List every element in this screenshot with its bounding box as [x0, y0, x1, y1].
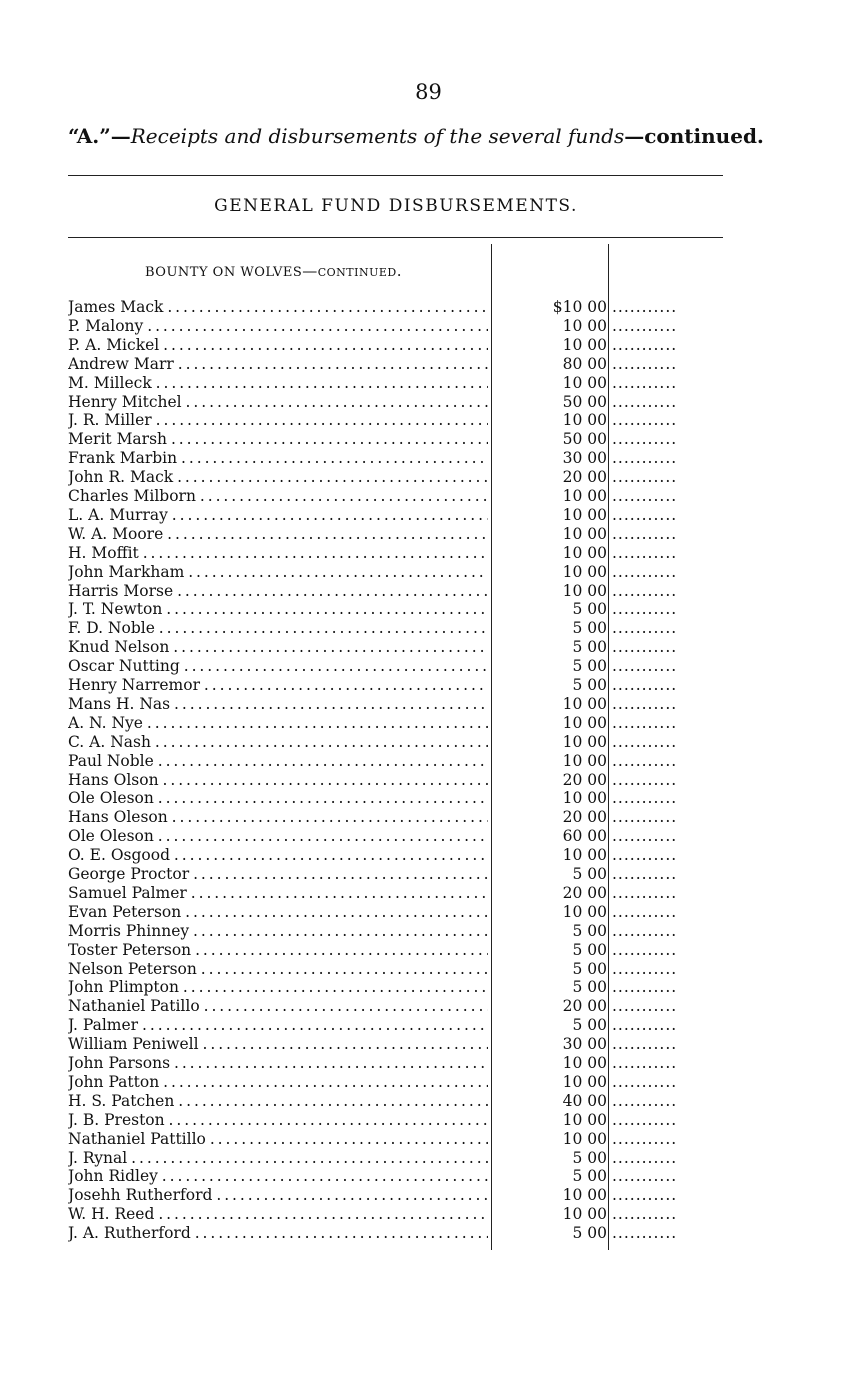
payment-amount: 20 00: [562, 770, 607, 789]
leader-dots: ...........: [612, 808, 678, 827]
payee-name: John Plimpton . . .: [68, 978, 488, 997]
bottom-rule: [68, 237, 723, 238]
payment-amount: 5 00: [572, 940, 607, 959]
payee-name: Nelson Peterson . . .: [68, 960, 488, 979]
leader-dots: ...........: [612, 619, 678, 638]
payee-name: Henry Narremor . . .: [68, 676, 488, 695]
leader-dots: ...........: [612, 1186, 678, 1205]
payment-amount: 30 00: [562, 1035, 607, 1054]
payment-amount: 10 00: [562, 1186, 607, 1205]
payment-amount: 10 00: [562, 751, 607, 770]
payment-amount: 10 00: [562, 1054, 607, 1072]
table-row: [0, 638, 857, 657]
payment-amount: 10 00: [562, 789, 607, 808]
payee-name: John Ridley . . .: [68, 1167, 488, 1186]
table-subheading: [145, 262, 402, 280]
leader-dots: ...........: [612, 883, 678, 902]
leader-dots: ...........: [612, 1129, 678, 1148]
table-row: [0, 317, 857, 336]
leader-dots: ...........: [612, 392, 678, 411]
payee-name: P. A. Mickel . . .: [68, 336, 488, 355]
leader-dots: ...........: [612, 846, 678, 865]
table-row: [0, 544, 857, 563]
payment-amount: 10 00: [562, 335, 607, 354]
leader-dots: ...........: [612, 921, 678, 940]
table-row: [0, 430, 857, 449]
table-row: [0, 884, 857, 903]
leader-dots: ...........: [612, 997, 678, 1016]
leader-dots: ...........: [612, 298, 678, 316]
payment-amount: 20 00: [562, 883, 607, 902]
payment-amount: 5 00: [572, 1167, 607, 1186]
payee-name: James Mack . . .: [68, 298, 488, 317]
payee-name: Henry Mitchel . . .: [68, 393, 488, 412]
leader-dots: ...........: [612, 827, 678, 846]
payee-name: Mans H. Nas . . .: [68, 695, 488, 714]
table-row: [0, 1111, 857, 1130]
leader-dots: ...........: [612, 1054, 678, 1072]
payment-amount: $10 00: [552, 298, 607, 316]
payee-name: John R. Mack . . .: [68, 468, 488, 487]
table-row: [0, 449, 857, 468]
payee-name: Charles Milborn . . .: [68, 487, 488, 506]
payee-name: A. N. Nye . . .: [68, 714, 488, 733]
payment-amount: 10 00: [562, 487, 607, 505]
payee-name: Morris Phinney . . .: [68, 922, 488, 941]
leader-dots: ...........: [612, 978, 678, 997]
leader-dots: ...........: [612, 468, 678, 487]
payee-name: L. A. Murray . . .: [68, 506, 488, 525]
table-row: [0, 960, 857, 979]
payment-amount: 5 00: [572, 676, 607, 694]
leader-dots: ...........: [612, 1167, 678, 1186]
table-row: [0, 997, 857, 1016]
leader-dots: ...........: [612, 411, 678, 430]
leader-dots: ...........: [612, 524, 678, 543]
leader-dots: ...........: [612, 751, 678, 770]
subheading-continued: —continued.: [302, 262, 402, 280]
payment-amount: 10 00: [562, 373, 607, 392]
table-row: [0, 808, 857, 827]
table-row: [0, 733, 857, 752]
leader-dots: ...........: [612, 449, 678, 468]
leader-dots: ...........: [612, 1035, 678, 1054]
payee-name: Harris Morse . . .: [68, 582, 488, 601]
payee-name: P. Malony . . .: [68, 317, 488, 336]
leader-dots: ...........: [612, 638, 678, 657]
table-row: [0, 1073, 857, 1092]
leader-dots: ...........: [612, 1072, 678, 1091]
leader-dots: ...........: [612, 487, 678, 505]
leader-dots: ...........: [612, 770, 678, 789]
table-row: [0, 903, 857, 922]
heading-suffix: —continued.: [624, 124, 764, 148]
payment-amount: 5 00: [572, 959, 607, 978]
payment-amount: 5 00: [572, 600, 607, 619]
table-row: [0, 789, 857, 808]
leader-dots: ...........: [612, 865, 678, 883]
heading-prefix: “A.”—: [68, 124, 131, 148]
payee-name: O. E. Osgood . . .: [68, 846, 488, 865]
payee-name: H. Moffit . . .: [68, 544, 488, 563]
payee-name: Nathaniel Patillo . . .: [68, 997, 488, 1016]
payee-name: F. D. Noble . . .: [68, 619, 488, 638]
leader-dots: ...........: [612, 600, 678, 619]
payee-name: W. H. Reed . . .: [68, 1205, 488, 1224]
table-row: [0, 600, 857, 619]
table-row: [0, 695, 857, 714]
table-row: [0, 487, 857, 506]
payment-amount: 5 00: [572, 1224, 607, 1243]
payment-amount: 5 00: [572, 638, 607, 657]
leader-dots: ...........: [612, 316, 678, 335]
top-rule: [68, 175, 723, 176]
payment-amount: 20 00: [562, 468, 607, 487]
table-row: [0, 1224, 857, 1243]
table-row: [0, 941, 857, 960]
table-row: [0, 1130, 857, 1149]
payment-amount: 5 00: [572, 978, 607, 997]
payment-amount: 10 00: [562, 902, 607, 921]
table-row: [0, 411, 857, 430]
leader-dots: ...........: [612, 430, 678, 449]
payment-amount: 5 00: [572, 1016, 607, 1035]
payee-name: J. B. Preston . . .: [68, 1111, 488, 1130]
payment-amount: 50 00: [562, 430, 607, 449]
leader-dots: ...........: [612, 505, 678, 524]
payment-amount: 5 00: [572, 865, 607, 883]
heading-italic: Receipts and disbursements of the several funds: [130, 124, 625, 148]
payee-name: J. R. Miller . . .: [68, 411, 488, 430]
table-row: [0, 1092, 857, 1111]
table-row: [0, 582, 857, 601]
leader-dots: ...........: [612, 732, 678, 751]
table-row: [0, 336, 857, 355]
leader-dots: ...........: [612, 1091, 678, 1110]
table-row: [0, 506, 857, 525]
payment-amount: 10 00: [562, 713, 607, 732]
payment-amount: 20 00: [562, 808, 607, 827]
payment-amount: 10 00: [562, 411, 607, 430]
payee-name: C. A. Nash . . .: [68, 733, 488, 752]
payment-amount: 10 00: [562, 694, 607, 713]
payment-amount: 10 00: [562, 846, 607, 865]
leader-dots: ...........: [612, 959, 678, 978]
leader-dots: ...........: [612, 902, 678, 921]
payment-amount: 5 00: [572, 1148, 607, 1167]
leader-dots: ...........: [612, 1205, 678, 1224]
payee-name: Oscar Nutting . . .: [68, 657, 488, 676]
table-row: [0, 563, 857, 582]
payee-name: Andrew Marr . . .: [68, 355, 488, 374]
table-row: [0, 1035, 857, 1054]
table-row: [0, 978, 857, 997]
table-row: [0, 619, 857, 638]
payment-amount: 10 00: [562, 1129, 607, 1148]
payee-name: M. Milleck . . .: [68, 374, 488, 393]
payee-name: George Proctor . . .: [68, 865, 488, 884]
table-row: [0, 922, 857, 941]
leader-dots: ...........: [612, 354, 678, 373]
payment-amount: 30 00: [562, 449, 607, 468]
payee-name: J. Rynal . . .: [68, 1149, 488, 1168]
payment-amount: 50 00: [562, 392, 607, 411]
payee-name: Samuel Palmer . . .: [68, 884, 488, 903]
leader-dots: ...........: [612, 1224, 678, 1243]
payment-amount: 10 00: [562, 581, 607, 600]
payee-name: Knud Nelson . . .: [68, 638, 488, 657]
payee-name: Paul Noble . . .: [68, 752, 488, 771]
payee-name: Hans Oleson . . .: [68, 808, 488, 827]
leader-dots: ...........: [612, 373, 678, 392]
payment-amount: 5 00: [572, 657, 607, 676]
leader-dots: ...........: [612, 676, 678, 694]
payee-name: John Markham . . .: [68, 563, 488, 582]
leader-dots: ...........: [612, 789, 678, 808]
table-row: [0, 1167, 857, 1186]
leader-dots: ...........: [612, 335, 678, 354]
payment-amount: 10 00: [562, 543, 607, 562]
table-row: [0, 846, 857, 865]
table-row: [0, 657, 857, 676]
table-row: [0, 827, 857, 846]
table-row: [0, 525, 857, 544]
leader-dots: ...........: [612, 581, 678, 600]
payee-name: Ole Oleson . . .: [68, 827, 488, 846]
payment-amount: 10 00: [562, 1110, 607, 1129]
leader-dots: ...........: [612, 562, 678, 581]
table-row: [0, 1016, 857, 1035]
table-row: [0, 1186, 857, 1205]
table-row: [0, 1054, 857, 1073]
leader-dots: ...........: [612, 1110, 678, 1129]
leader-dots: ...........: [612, 713, 678, 732]
table-row: [0, 393, 857, 412]
payment-amount: 10 00: [562, 732, 607, 751]
page-heading: [68, 124, 764, 148]
leader-dots: ...........: [612, 543, 678, 562]
payment-amount: 20 00: [562, 997, 607, 1016]
table-row: [0, 1149, 857, 1168]
leader-dots: ...........: [612, 940, 678, 959]
payment-amount: 10 00: [562, 1072, 607, 1091]
payee-name: H. S. Patchen . . .: [68, 1092, 488, 1111]
payment-amount: 10 00: [562, 562, 607, 581]
payee-name: Josehh Rutherford . . .: [68, 1186, 488, 1205]
payment-amount: 10 00: [562, 505, 607, 524]
payment-amount: 40 00: [562, 1091, 607, 1110]
table-row: [0, 298, 857, 317]
payment-amount: 5 00: [572, 921, 607, 940]
payee-name: Evan Peterson . . .: [68, 903, 488, 922]
subheading-label: BOUNTY ON WOLVES: [145, 265, 303, 280]
payee-name: Merit Marsh . . .: [68, 430, 488, 449]
payee-name: W. A. Moore . . .: [68, 525, 488, 544]
table-row: [0, 676, 857, 695]
payee-name: Frank Marbin . . .: [68, 449, 488, 468]
table-row: [0, 752, 857, 771]
payee-name: J. Palmer . . .: [68, 1016, 488, 1035]
table-row: [0, 468, 857, 487]
payee-name: Hans Olson . . .: [68, 771, 488, 790]
payment-amount: 10 00: [562, 316, 607, 335]
leader-dots: ...........: [612, 1016, 678, 1035]
leader-dots: ...........: [612, 657, 678, 676]
payment-amount: 10 00: [562, 524, 607, 543]
table-row: [0, 1205, 857, 1224]
leader-dots: ...........: [612, 1148, 678, 1167]
section-title: GENERAL FUND DISBURSEMENTS.: [214, 196, 578, 216]
payee-name: Toster Peterson . . .: [68, 941, 488, 960]
payee-name: John Parsons . . .: [68, 1054, 488, 1073]
leader-dots: ...........: [612, 694, 678, 713]
table-row: [0, 771, 857, 790]
payee-name: John Patton . . .: [68, 1073, 488, 1092]
table-row: [0, 714, 857, 733]
table-row: [0, 865, 857, 884]
payment-amount: 60 00: [562, 827, 607, 846]
payee-name: Ole Oleson . . .: [68, 789, 488, 808]
payee-name: William Peniwell . . .: [68, 1035, 488, 1054]
payment-amount: 10 00: [562, 1205, 607, 1224]
page-number: 89: [415, 80, 442, 104]
table-row: [0, 374, 857, 393]
payee-name: J. T. Newton . . .: [68, 600, 488, 619]
table-row: [0, 355, 857, 374]
payee-name: Nathaniel Pattillo . . .: [68, 1130, 488, 1149]
payment-amount: 80 00: [562, 354, 607, 373]
payee-name: J. A. Rutherford . . .: [68, 1224, 488, 1243]
payment-amount: 5 00: [572, 619, 607, 638]
